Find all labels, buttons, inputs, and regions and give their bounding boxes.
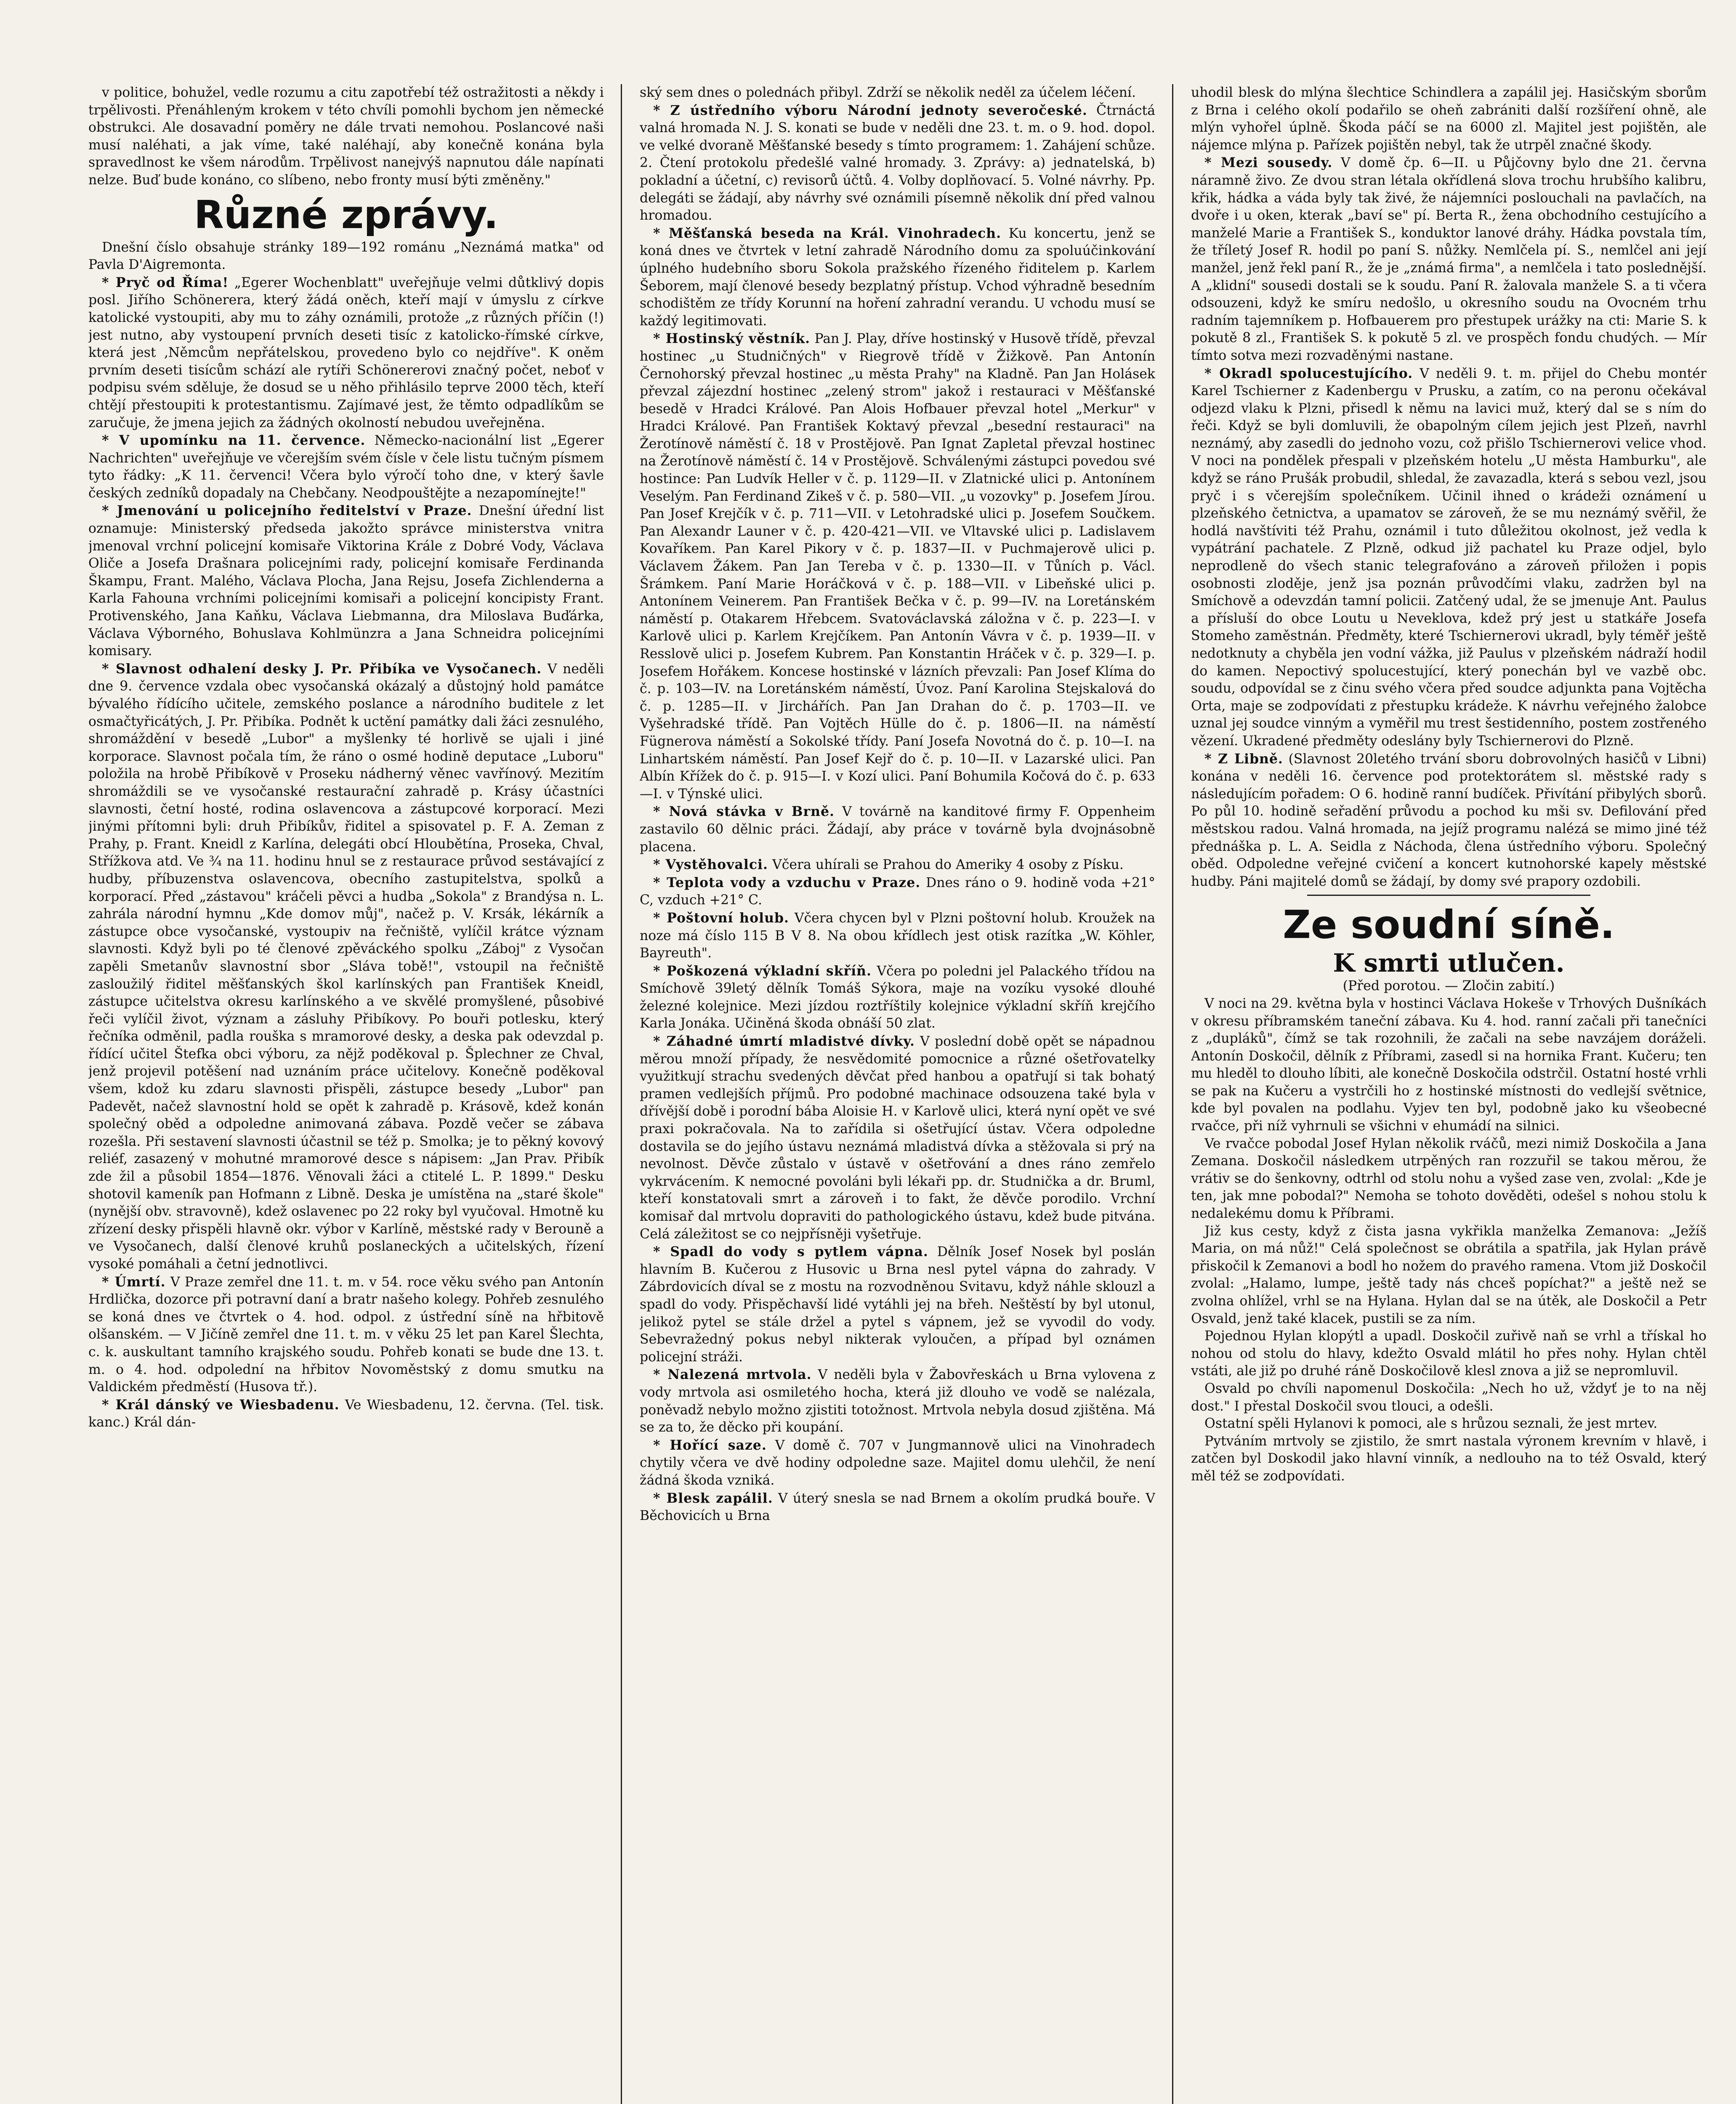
news-item-heading: * Blesk zapálil. bbox=[653, 1490, 773, 1506]
news-item-heading: * Okradl spolucestujícího. bbox=[1204, 365, 1413, 381]
news-item bbox=[640, 84, 1155, 102]
news-item-text: V Praze zemřel dne 11. t. m. v 54. roce věku svého pan Antonín Hrdlička, dozorce při potravní daní a bratr našeho kolegy. Pohřeb zesnulého se koná dnes ve čtvrtek o 4. hod. odpol. z ústřední síně na hřbitově olšanském. — V Jičíně zemřel dne 11. t. m. v věku 25 let pan Karel Šlechta, c. k. auskultant tamního krajského soudu. Pohřeb konati se bude dne 13. t. m. o 4. hod. odpolední na hřbitov Novoměstský z domu smutku na Valdickém předměstí (Husova tř.). bbox=[88, 1274, 604, 1395]
news-item-heading: * Král dánský ve Wiesbadenu. bbox=[102, 1397, 340, 1413]
news-item-text: (Slavnost 20letého trvání sboru dobrovolných hasičů v Libni) konána v neděli 16. července pod protektorátem sl. městské rady s následujícím pořadem: O 6. hodině ranní budíček. Přivítání přibylých sborů. Po půl 10. hodině seřadění průvodu a pochod ku mši sv. Defilování před městskou radou. Valná hromada, na jejíž programu nalézá se mimo jiné též přednáška p. L. A. Seidla z Náchoda, člena ústředního výboru. Společný oběd. Odpoledne veřejné cvičení a koncert kutnohorské kapely městské hudby. Páni majitelé domů se žádají, by domy své prapory ozdobili. bbox=[1191, 751, 1707, 889]
news-item bbox=[1191, 750, 1707, 891]
news-item-text: Včera po poledni jel Palackého třídou na Smíchově 39letý dělník Tomáš Sýkora, maje na vozíku vysoké dlouhé železné kolejnice. Mezi jízdou roztříštily kolejnice výkladní skříň krejčího Karla Jonáka. Učiněná škoda obnáší 50 zlat. bbox=[640, 963, 1155, 1031]
news-item bbox=[640, 102, 1155, 225]
news-item-heading: * Teplota vody a vzduchu v Praze. bbox=[653, 874, 921, 890]
news-item-text: ský sem dnes o polednách přibyl. Zdrží se několik neděl za účelem léčení. bbox=[640, 85, 1136, 100]
section-title: Ze soudní síně. bbox=[1283, 902, 1615, 948]
news-item bbox=[88, 432, 604, 502]
news-item-heading: * Nová stávka v Brně. bbox=[653, 804, 835, 820]
news-item bbox=[1191, 1328, 1707, 1380]
news-item-text: Dnešní úřední list oznamuje: Ministerský předseda jakožto správce ministerstva vnitra jmenoval vrchní policejní komisaře Viktorina Krále z Dobré Vody, Václava Oliče a Josefa Drašnara policejními rady, policejní komisaře Ferdinanda Škampu, Frant. Malého, Václava Plocha, Jana Rejsu, Josefa Zichlenderna a Karla Fahouna vrchními policejními komisaři a policejní koncipisty Frant. Protivenského, Jana Kaňku, Václava Liebmanna, dra Miloslava Buďárka, Václava Výborného, Bohuslava Kohlmünzra a Jana Schneidra policejními komisary. bbox=[88, 503, 604, 659]
column-rule bbox=[1172, 84, 1173, 2104]
news-item-text: V domě č. 707 v Jungmannově ulici na Vinohradech chytily včera ve dvě hodiny odpoledne saze. Majitel domu ulehčil, že není žádná škoda vzniká. bbox=[640, 1437, 1155, 1488]
news-item bbox=[1191, 365, 1707, 750]
news-item-text: V neděli byla v Žabovřeskách u Brna vylovena z vody mrtvola asi osmiletého hocha, která již dlouho ve vodě se nalézala, poněvadž nebylo možno zjistiti totožnost. Mrtvola nebyla dosud zjištěna. Má se za to, že děcko při koupání. bbox=[640, 1367, 1155, 1435]
news-item-heading: * Z ústředního výboru Národní jednoty severočeské. bbox=[653, 102, 1087, 118]
news-item-heading: * Slavnost odhalení desky J. Pr. Přibíka ve Vysočanech. bbox=[102, 661, 542, 677]
news-item-text: V noci na 29. května byla v hostinci Václava Hokeše v Trhových Dušníkách v okresu příbramském taneční zábava. Ku 4. hod. ranní začali při tanečníci z „dupláků", čímž se tak rozohnili, že začali na sebe navzájem doráželi. Antonín Doskočil, dělník z Příbrami, zasedl si na hornika Frant. Kučeru; ten mu hleděl to dlouho líbiti, ale konečně Doskočila odstrčil. Ostatní hosté vrhli se pak na Kučeru a vystrčili ho z hostinské místnosti do vedlejší světnice, kde byl povalen na podlahu. Vyjev ten byl, podobně jako ku všeobecné rvačce, při níž vyhrnuli se všichni v ehumádí na silnici. bbox=[1191, 996, 1707, 1134]
news-item bbox=[640, 909, 1155, 962]
news-item-text: V poslední době opět se nápadnou měrou množí případy, že nesvědomité pomocnice a různé ošetřovatelky využitkují strachu svedených děvčat před hanbou a opatřují si tak bohatý pramen vedlejších příjmů. Pro podobné machinace odsouzena také byla v dřívější době i porodní bába Aloisie H. v Karlově ulici, která nyní opět ve své praxi pokračovala. Na to zařídila si ošetřující ústav. Včera odpoledne dostavila se do jejího ústavu neznámá mladistvá dívka a stěžovala si prý na nevolnost. Děvče zůstalo v ústavě v ošetřování a dnes ráno zemřelo vykrvácením. K nemocné povoláni byli lékaři pp. dr. Studnička a dr. Bruml, kteří konstatovali smrt a zároveň i to fakt, že děvče porodilo. Vrchní komisař dal mrtvolu dopraviti do pathologického ústavu, kdež bude pitvána. Celá záležitost se co nejpřísněji vyšetřuje. bbox=[640, 1034, 1155, 1242]
news-item-text: Dnes ráno o 9. hodině voda +21° C, vzduch +21° C. bbox=[640, 875, 1155, 908]
news-item-text: V továrně na kanditové firmy F. Oppenheim zastavilo 60 dělnic práci. Žádají, aby práce v továrně byla dvojnásobně placena. bbox=[640, 804, 1155, 855]
news-item-text: Pan J. Play, dříve hostinský v Husově třídě, převzal hostinec „u Studničných" v Riegrově třídě v Žižkově. Pan Antonín Černohorský převzal hostinec „u města Prahy" na Kladně. Pan Jan Holásek převzal zájezdní hostinec „zelený strom" jakož i restauraci v Měšťanské besedě v Hradci Králové. Pan Alois Hofbauer převzal hotel „Merkur" v Hradci Králové. Pan František Koktavý převzal „besední restauraci" na Žerotínově náměstí č. 18 v Prostějově. Pan Ignat Zapletal převzal hostinec na Žerotínově náměstí č. 14 v Prostějově. Schválenými zástupci povedou své hostince: Pan Ludvík Heller v č. p. 1129—II. v Zlatnické ulici p. Antonínem Veselým. Pan Ferdinand Zikeš v č. p. 580—VII. „u vozovky" p. Josefem Jírou. Pan Josef Krejčík v č. p. 711—VII. v Letohradské ulici p. Josefem Součkem. Pan Alexandr Launer v č. p. 420-421—VII. ve Vltavské ulici p. Ladislavem Kovaříkem. Pan Karel Pikory v č. p. 1837—II. v Puchmajerově ulici p. Václavem Žákem. Pan Jan Tereba v č. p. 1330—II. v Tůních p. Václ. Šrámkem. Paní Marie Horáčková v č. p. 188—VII. v Libeňské ulici p. Antonínem Veinerem. Pan František Bečka v č. p. 99—IV. na Loretánském náměstí p. Otakarem Hřebcem. Svatováclavská záložna v č. p. 223—I. v Karlově ulici p. Karlem Krejčíkem. Pan Antonín Vávra v č. p. 1939—II. v Resslově ulici p. Josefem Kubrem. Pan Konstantin Hráček v č. p. 329—I. p. Josefem Hořákem. Koncese hostinské v lázních převzali: Pan Josef Klíma do č. p. 103—IV. na Loretánském náměstí, Úvoz. Paní Karolina Stejskalová do č. p. 1285—II. v Jirchářích. Pan Jan Drahan do č. p. 1703—II. ve Vyšehradské třídě. Pan Vojtěch Hülle do č. p. 1806—II. na náměstí Fügnerova náměstí a Sokolské třídy. Paní Josefa Novotná do č. p. 10—I. na Linhartském náměstí. Pan Josef Kejř do č. p. 10—II. v Lazarské ulici. Pan Albín Křížek do č. p. 915—I. v Kozí ulici. Paní Bohumila Kočová do č. p. 633—I. v Týnské ulici. bbox=[640, 331, 1155, 802]
news-item-text: Pojednou Hylan klopýtl a upadl. Doskočil zuřivě naň se vrhl a třískal ho nohou od stolu do hlavy, kdežto Osvald mlátil ho přes nohy. Hylan chtěl vstáti, ale již po druhé ráně Doskočilově klesl znova a již se nepromluvil. bbox=[1191, 1328, 1707, 1379]
news-item-heading: * Mezi sousedy. bbox=[1204, 155, 1333, 171]
news-item-text: Ostatní spěli Hylanovi k pomoci, ale s hrůzou seznali, že jest mrtev. bbox=[1204, 1416, 1658, 1432]
news-item bbox=[640, 225, 1155, 330]
news-item-text: Pytváním mrtvoly se zjistilo, že smrt nastala výronem krevním v hlavě, i zatčen byl Doskodil jako hlavní vinník, a nedlouho na to též Osvald, který měl též se zodpovídati. bbox=[1191, 1433, 1707, 1484]
news-item-heading: * Poštovní holub. bbox=[653, 910, 789, 926]
news-item-heading: * Úmrtí. bbox=[102, 1274, 166, 1290]
news-item-text: v politice, bohužel, vedle rozumu a citu zapotřebí též ostražitosti a někdy i trpělivosti. Přenáhleným krokem v této chvíli pomohli bychom jen německé obstrukci. Ale dosavadní poměry ne dále trvati nemohou. Poslancové naši musí naléhati, a jak víme, také naléhají, aby konečně konána byla spravedlnost ke všem národům. Trpělivost nanejvýš napnutou dále napínati nelze. Buď bude konáno, co slíbeno, nebo fronty musí býti změněny." bbox=[88, 85, 604, 188]
news-item bbox=[88, 1273, 604, 1396]
news-item-heading: * Hostinský věstník. bbox=[653, 331, 811, 347]
news-item bbox=[88, 239, 604, 274]
news-item-heading: * V upomínku na 11. července. bbox=[102, 433, 366, 449]
news-item-text: V neděli dne 9. července vzdala obec vysočanská okázalý a důstojný hold památce bývalého řídícího učitele, zemského poslance a národního buditele z let osmačtyřicátých, J. Pr. Přibíka. Podnět k uctění památky dali žáci zesnulého, shromáždění v besedě „Lubor" a myšlenky té horlivě se ujali i jiné korporace. Slavnost počala tím, že ráno o osmé hodině deputace „Luboru" položila na hrobě Přibíkově v Proseku nádherný věnec vavřínový. Mezitím shromáždili se ve vysočanské restaurační zahradě p. Krásy účastníci slavnosti, četní hosté, rodina oslavencova a zástupcové korporací. Mezi jinými přítomni byli: druh Přibíkův, řiditel a spisovatel p. F. A. Zeman z Prahy, p. Frant. Kneidl z Karlína, delegáti obcí Hloubětína, Proseka, Chval, Střížkova atd. Ve ¾ na 11. hodinu hnul se z restaurace průvod sestávající z hudby, příbuzenstva oslavencova, obecního zastupitelstva, spolků a korporací. Před „zástavou" kráčeli pěvci a hudba „Sokola" z Brandýsa n. L. zahrála národní hymnu „Kde domov můj", načež p. V. Krsák, lékárník a zástupce obce vysočanské, vystoupiv na řečniště, vylíčil krátce význam slavnosti. Když byli po té členové zpěváckého spolku „Záboj" z Vysočan zapěli Smetanův slavnostní sbor „Sláva tobě!", vstoupil na řečniště zasloužilý řiditel měšťanských škol karlínských pan František Kneidl, zástupce učitelstva okresu karlínského a ve skvělé promyšlené, působivé řeči vylíčil život, význam a zásluhy Přibíkovy. Po bouři potlesku, který řečníka odměnil, padla rouška s mramorové desky, a deska pak odevzdal p. řídící učitel Štefka obci výboru, za nějž poděkoval p. Šplechner ze Chval, jenž projevil potěšení nad uznáním práce učitelovy. Konečně poděkoval všem, kdož ku zdaru slavnosti přispěli, zástupce besedy „Lubor" pan Padevět, načež slavnostní hold se opět k zahradě p. Krásově, kdež konán společný oběd a odpoledne animovaná zábava. Pozdě večer se zábava rozešla. Při sestavení slavnosti účastnil se též p. Smolka; je to pěkný kovový reliéf, zasazený v mohutné mramorové desce s nápisem: „Jan Prav. Přibík zde žil a působil 1854—1876. Věnovali žáci a ctitelé L. P. 1899." Desku shotovil kameník pan Hofmann z Libně. Deska je umístěna na „staré škole" (nynější obv. stravovně), kdež oslavenec po 22 roky byl vyučoval. Hmotně ku zřízení desky přispěli hlavně okr. výbor v Karlíně, městské rady v Berouně a ve Vysočanech, další členové kruhů poslaneckých a učitelských, řízení vysoké pomáhali a četní jednotlivci. bbox=[88, 661, 604, 1272]
news-item-text: Dělník Josef Nosek byl poslán hlavním B. Kučerou z Husovic u Brna nesl pytel vápna do zahrady. V Zábrdovicích díval se z mostu na rozvodněnou Svitavu, když náhle sklouzl a spadl do vody. Přispěchavší lidé vytáhli jej na břeh. Neštěstí by byl utonul, jelikož pytel se stále držel a pytel s vápnem, jež se vyvodil do vody. Sebevražedný pokus nebyl nikterak vyloučen, a případ byl oznámen policejní stráži. bbox=[640, 1244, 1155, 1365]
news-item bbox=[88, 502, 604, 660]
news-item bbox=[640, 1033, 1155, 1243]
news-item-text: Německo-nacionální list „Egerer Nachrichten" uveřejňuje ve včerejším svém čísle v čele listu tučným písmem tyto řádky: „K 11. červenci! Včera bylo výročí toho dne, v který šavle českých zedníků dopadaly na Chebčany. Neodpouštějte a nezapomínejte!" bbox=[88, 433, 604, 501]
news-item-heading: * Spadl do vody s pytlem vápna. bbox=[653, 1244, 928, 1260]
news-item-text: Ve rvačce pobodal Josef Hylan několik rváčů, mezi nimiž Doskočila a Jana Zemana. Doskočil následkem utrpěných ran rozzuřil se takou měrou, že vrátiv se do šenkovny, odtrhl od stolu nohu a vyšed zase ven, zvolal: „Kde je ten, jak mne pobodal?" Nemoha se tohoto dověděti, odešel s nohou stolu k nedalekému domu k Příbrami. bbox=[1191, 1136, 1707, 1222]
news-item bbox=[88, 84, 604, 189]
case-byline: (Před porotou. — Zločin zabití.) bbox=[1343, 978, 1555, 994]
separator-rule bbox=[1307, 895, 1591, 896]
news-item-text: uhodil blesk do mlýna šlechtice Schindlera a zapálil jej. Hasičským sborům z Brna i celého okolí podařilo se oheň zabrániti další rozšíření ohně, ale mlýn vyhořel úplně. Škoda páčí se na 6000 zl. Majitel jest pojištěn, ale nájemce mlýna p. Pařízek pojištěn nebyl, tak že utrpěl značné škody. bbox=[1191, 85, 1707, 153]
news-item bbox=[1191, 995, 1707, 1135]
news-item-text: V úterý snesla se nad Brnem a okolím prudká bouře. V Běchovicích u Brna bbox=[640, 1490, 1155, 1524]
column-2 bbox=[640, 84, 1155, 2104]
column-rule bbox=[621, 84, 622, 2104]
news-item-heading: * Záhadné úmrtí mladistvé dívky. bbox=[653, 1033, 915, 1049]
news-item bbox=[640, 856, 1155, 874]
column-1 bbox=[88, 84, 604, 2104]
news-item-text: V neděli 9. t. m. přijel do Chebu montér Karel Tschierner z Kadenbergu v Prusku, a zatím, co na peronu očekával odjezd vlaku k Plzni, přisedl k němu na lavici muž, který dal se s ním do řeči. Když se byli domluvili, že obapolným cílem jejich jest Plzeň, navrhl neznámý, aby zasedli do jednoho vozu, což přišlo Tschiernerovi velice vhod. V noci na pondělek přespali v plzeňském hotelu „U města Hamburku", ale když se ráno Prušák probudil, shledal, že zavazadla, která s sebou vezl, jsou pryč i s včerejším společníkem. Učinil ihned o krádeži oznámení u plzeňského četnictva, a upamatov se zároveň, že se mu neznámý svěřil, že hodlá navštíviti též Prahu, oznámil i tuto důležitou okolnost, jež vedla k vypátrání pachatele. Z Plzně, odkud již pachatel ku Praze odjel, bylo neprodleně do všech stanic telegrafováno a zároveň přiložen i popis osobnosti zloděje, jenž jsa poznán průvodčími vlaku, zadržen byl na Smíchově a odevzdán tamní policii. Zatčený udal, že se jmenuje Ant. Paulus a přísluší do obce Loutu u Neveklova, kdež prý jest u statkáře Josefa Stomeho zaměstnán. Předměty, které Tschiernerovi ukradl, byly téměř ještě nedotknuty a chyběla jen vodní vážka, již Paulus v plzeňském nádraží hodil do kamen. Nepoctivý spolucestující, který ponechán byl ve vazbě obc. soudu, odpovídal se z činu svého včera před soudce adjunkta pana Vojtěcha Orta, maje se zodpovídati z přestupku krádeže. K návrhu veřejného žalobce uznal jej soudce vinným a vyměřil mu trest šestidenního, postem zostřeného vězení. Ukradené předměty odeslány byly Tschiernerovi do Plzně. bbox=[1191, 366, 1707, 749]
newspaper-page bbox=[88, 84, 1709, 2104]
news-item-text: Čtrnáctá valná hromada N. J. S. konati se bude v neděli dne 23. t. m. o 9. hod. dopol. ve velké dvoraně Měšťanské besedy s tímto programem: 1. Zahájení schůze. 2. Čtení protokolu předešlé valné hromady. 3. Zprávy: a) jednatelská, b) pokladní a účetní, c) revisorů účtů. 4. Volby doplňovací. 5. Volné návrhy. Pp. delegáti se žádají, aby návrhy své oznámili písemně několik dní před valnou hromadou. bbox=[640, 103, 1155, 223]
news-item-text: Ve Wiesbadenu, 12. června. (Tel. tisk. kanc.) Král dán- bbox=[88, 1397, 604, 1430]
news-item bbox=[640, 962, 1155, 1033]
news-item-text: Osvald po chvíli napomenul Doskočila: „Nech ho už, vždyť je to na něj dost." I přestal Doskočil svou tlouci, a odešli. bbox=[1191, 1381, 1707, 1414]
news-item bbox=[640, 874, 1155, 909]
news-item-text: Včera chycen byl v Plzni poštovní holub. Kroužek na noze má číslo 115 B V 8. Na obou křídlech jest otisk razítka „W. Köhler, Bayreuth". bbox=[640, 910, 1155, 961]
news-item-text: „Egerer Wochenblatt" uveřejňuje velmi důtklivý dopis posl. Jiřího Schönerera, který žádá oněch, kteří mají v úmyslu z církve katolické vystoupiti, aby mu to záhy oznámili, protože „z různých příčin (!) jest nutno, aby vystoupení prvních deseti tisíc z katolicko-římské církve, která jest ‚Němcům nepřátelskou, provedeno bylo co nejdříve". K oněm prvním deseti tisícům schází ale rytíři Schönererovi značný počet, neboť v podpisu svém sděluje, že dosud se u něho přihlásilo teprve 2000 těch, kteří chtějí přestoupiti k protestantismu. Zajímavé jest, že těmto odpadlíkům se zaručuje, že jmena jejich za žádných okolností nebudou uveřejněna. bbox=[88, 275, 604, 430]
news-item-text: Včera uhírali se Prahou do Ameriky 4 osoby z Písku. bbox=[772, 857, 1124, 873]
news-item bbox=[640, 1366, 1155, 1436]
news-item bbox=[88, 660, 604, 1273]
news-item-heading: * Vystěhovalci. bbox=[653, 857, 768, 873]
news-item-text: Ku koncertu, jenž se koná dnes ve čtvrtek v letní zahradě Národního domu za spoluúčinkování úplného hudebního sboru Sokola pražského řízeného řiditelem p. Karlem Šeborem, mají členové besedy bezplatný přístup. Vchod výhradně besedním schodištěm ze třídy Korunní na hoření zahradní verandu. U vchodu musí se každý legitimovati. bbox=[640, 226, 1155, 329]
news-item bbox=[640, 803, 1155, 856]
news-item-heading: * Z Libně. bbox=[1204, 751, 1283, 767]
news-item-heading: * Jmenování u policejního ředitelství v Praze. bbox=[102, 503, 472, 519]
news-item bbox=[640, 1437, 1155, 1490]
news-item-heading: * Poškozená výkladní skříň. bbox=[653, 963, 872, 979]
news-item bbox=[640, 1243, 1155, 1366]
article-headline: K smrti utlučen. bbox=[1333, 948, 1565, 978]
news-item-text: Dnešní číslo obsahuje stránky 189—192 románu „Neznámá matka" od Pavla D'Aigremonta. bbox=[88, 239, 604, 273]
news-item bbox=[1191, 84, 1707, 154]
news-item bbox=[640, 1490, 1155, 1525]
news-item bbox=[640, 330, 1155, 803]
news-item-heading: * Nalezená mrtvola. bbox=[653, 1367, 812, 1383]
news-item bbox=[1191, 1415, 1707, 1433]
news-item bbox=[1191, 1433, 1707, 1485]
news-item-text: Již kus cesty, když z čista jasna vykřikla manželka Zemanova: „Ježíš Maria, on má nůž!" Celá společnost se obrátila a spatřila, jak Hylan právě přiskočil k Zemanovi a bodl ho nožem do pravého ramena. Vtom již Doskočil zvolal: „Halamo, lumpe, ještě tady nás chceš popíchat?" a ještě než se zvolna ohlížel, vrhl se na Hylana. Hylan dal se na útěk, ale Doskočil a Petr Osvald, jenž také klacek, pustili se za ním. bbox=[1191, 1223, 1707, 1326]
news-item bbox=[1191, 154, 1707, 364]
news-item bbox=[1191, 1380, 1707, 1415]
news-item-heading: * Pryč od Říma! bbox=[102, 274, 229, 290]
news-item bbox=[1191, 1223, 1707, 1328]
news-item bbox=[1191, 1135, 1707, 1223]
section-title: Různé zprávy. bbox=[194, 192, 499, 237]
news-item-text: V domě čp. 6—II. u Půjčovny bylo dne 21. června náramně živo. Ze dvou stran létala okřídlená slova trochu hrubšího kalibru, křik, hádka a váda byly tak živé, že nájemníci poslouchali na pavlačích, na dvoře i u oken, kterak „baví se" pí. Berta R., žena obchodního cestujícího a manželé Marie a František S., konduktor lanové dráhy. Hádka povstala tím, že tříletý Josef R. hodil po paní S. nůžky. Nemlčela pí. S., nemlčel ani její manžel, jenž řekl paní R., že je „známá firma", a nemlčela i tato poslednější. A „klidní" sousedi dostali se k soudu. Paní R. žalovala manžele S. a ti včera odsouzeni, když ke smíru nedošlo, u okresního soudu na Ovocném trhu radním tajemníkem p. Hofbauerem pro přestupek urážky na cti: Marie S. k pokutě 8 zl., František S. k pokutě 5 zl. ve prospěch fondu chudých. — Mír tímto sotva mezi rozvaděnými nastane. bbox=[1191, 155, 1707, 363]
column-3 bbox=[1191, 84, 1707, 2104]
news-item bbox=[88, 274, 604, 432]
news-item-heading: * Měšťanská beseda na Král. Vinohradech. bbox=[653, 225, 1002, 241]
news-item bbox=[88, 1396, 604, 1432]
news-item-heading: * Hořící saze. bbox=[653, 1437, 767, 1453]
